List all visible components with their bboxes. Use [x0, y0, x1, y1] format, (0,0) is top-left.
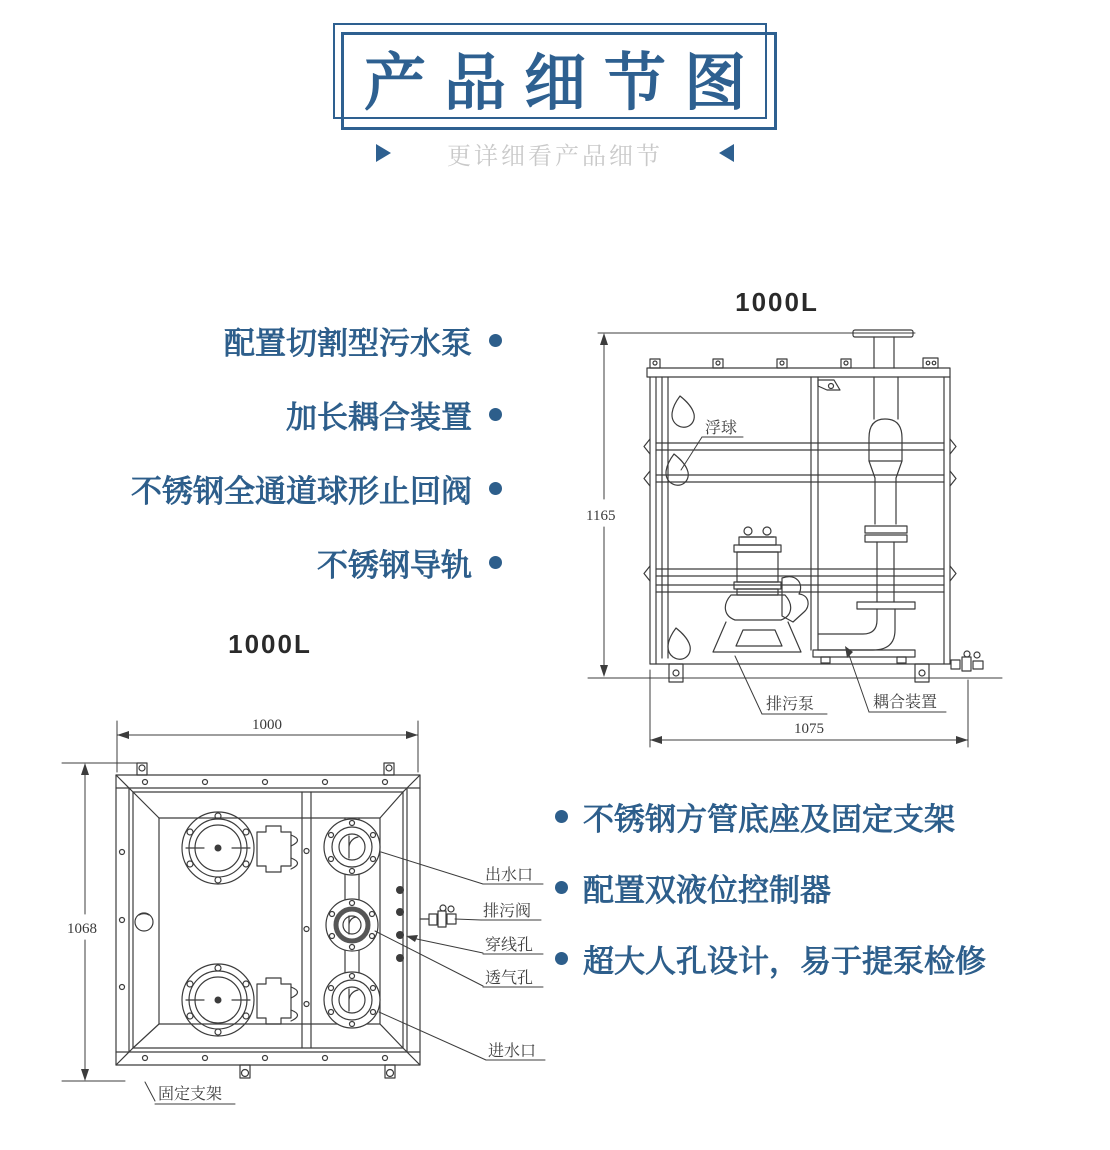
- bracket-callout: [145, 1082, 235, 1104]
- top-view-title: 1000L: [228, 629, 312, 659]
- feature-label: 不锈钢导轨: [317, 547, 472, 583]
- feature-list-left: [0, 318, 502, 614]
- float-ball-label: 浮球: [705, 420, 738, 437]
- outlet-label: 出水口: [485, 867, 534, 884]
- top-view-drawing: [55, 622, 565, 1114]
- bullet-dot-icon: [489, 408, 502, 421]
- side-view-drawing: [585, 278, 1015, 758]
- coupling-callout: [845, 646, 946, 712]
- dim-width-value: 1000: [252, 717, 282, 733]
- arrow-left-icon: [719, 144, 734, 162]
- feature-label: 不锈钢全通道球形止回阀: [131, 473, 472, 509]
- feature-label: 加长耦合装置: [286, 399, 472, 435]
- bracket-label: 固定支架: [158, 1086, 223, 1103]
- inlet-label: 进水口: [488, 1043, 537, 1060]
- sewage-pump-label: 排污泵: [766, 696, 815, 713]
- outlet-callout: [381, 852, 543, 884]
- sewage-pump: [713, 527, 808, 652]
- feature-list-right: [555, 794, 986, 1007]
- drain-valve: [420, 905, 456, 927]
- feature-label: 配置双液位控制器: [583, 872, 831, 908]
- subtitle-row: [0, 136, 1110, 170]
- title-box: [333, 23, 767, 119]
- feature-item: [0, 318, 502, 362]
- feature-item: [0, 540, 502, 584]
- float-ball-callout: [681, 419, 743, 470]
- coupling-label: 耦合装置: [873, 694, 938, 711]
- divider-column: [811, 377, 840, 650]
- dim-height-value: 1068: [67, 921, 97, 937]
- bullet-dot-icon: [489, 334, 502, 347]
- feature-item: [0, 466, 502, 510]
- manhole-covers: [182, 812, 298, 1036]
- page-subtitle: 更详细看产品细节: [447, 142, 663, 170]
- arrow-right-icon: [376, 144, 391, 162]
- feature-label: 超大人孔设计，易于提泵检修: [583, 943, 986, 979]
- inlet-callout: [379, 1012, 545, 1060]
- bullet-dot-icon: [489, 556, 502, 569]
- vent-hole-label: 透气孔: [485, 970, 534, 987]
- cable-hole-label: 穿线孔: [485, 937, 534, 954]
- feature-item: [0, 392, 502, 436]
- feature-label: 不锈钢方管底座及固定支架: [583, 801, 955, 837]
- port-flanges: [324, 818, 404, 1028]
- drain-valve-label: 排污阀: [483, 903, 532, 920]
- guide-rail-and-floats: [662, 377, 694, 659]
- side-view-title: 1000L: [735, 287, 819, 317]
- feature-item: [555, 794, 986, 838]
- dim-height-value: 1165: [586, 508, 616, 524]
- feature-item: [555, 865, 986, 909]
- feature-label: 配置切割型污水泵: [224, 325, 472, 361]
- bottom-valve: [951, 651, 983, 671]
- feature-item: [555, 936, 986, 980]
- page-title: 产品细节图: [363, 48, 764, 118]
- cable-hole-callout: [406, 935, 543, 954]
- drain-valve-callout: [455, 902, 541, 920]
- dim-width-value: 1075: [794, 721, 824, 737]
- sewage-pump-callout: [735, 656, 827, 714]
- bullet-dot-icon: [489, 482, 502, 495]
